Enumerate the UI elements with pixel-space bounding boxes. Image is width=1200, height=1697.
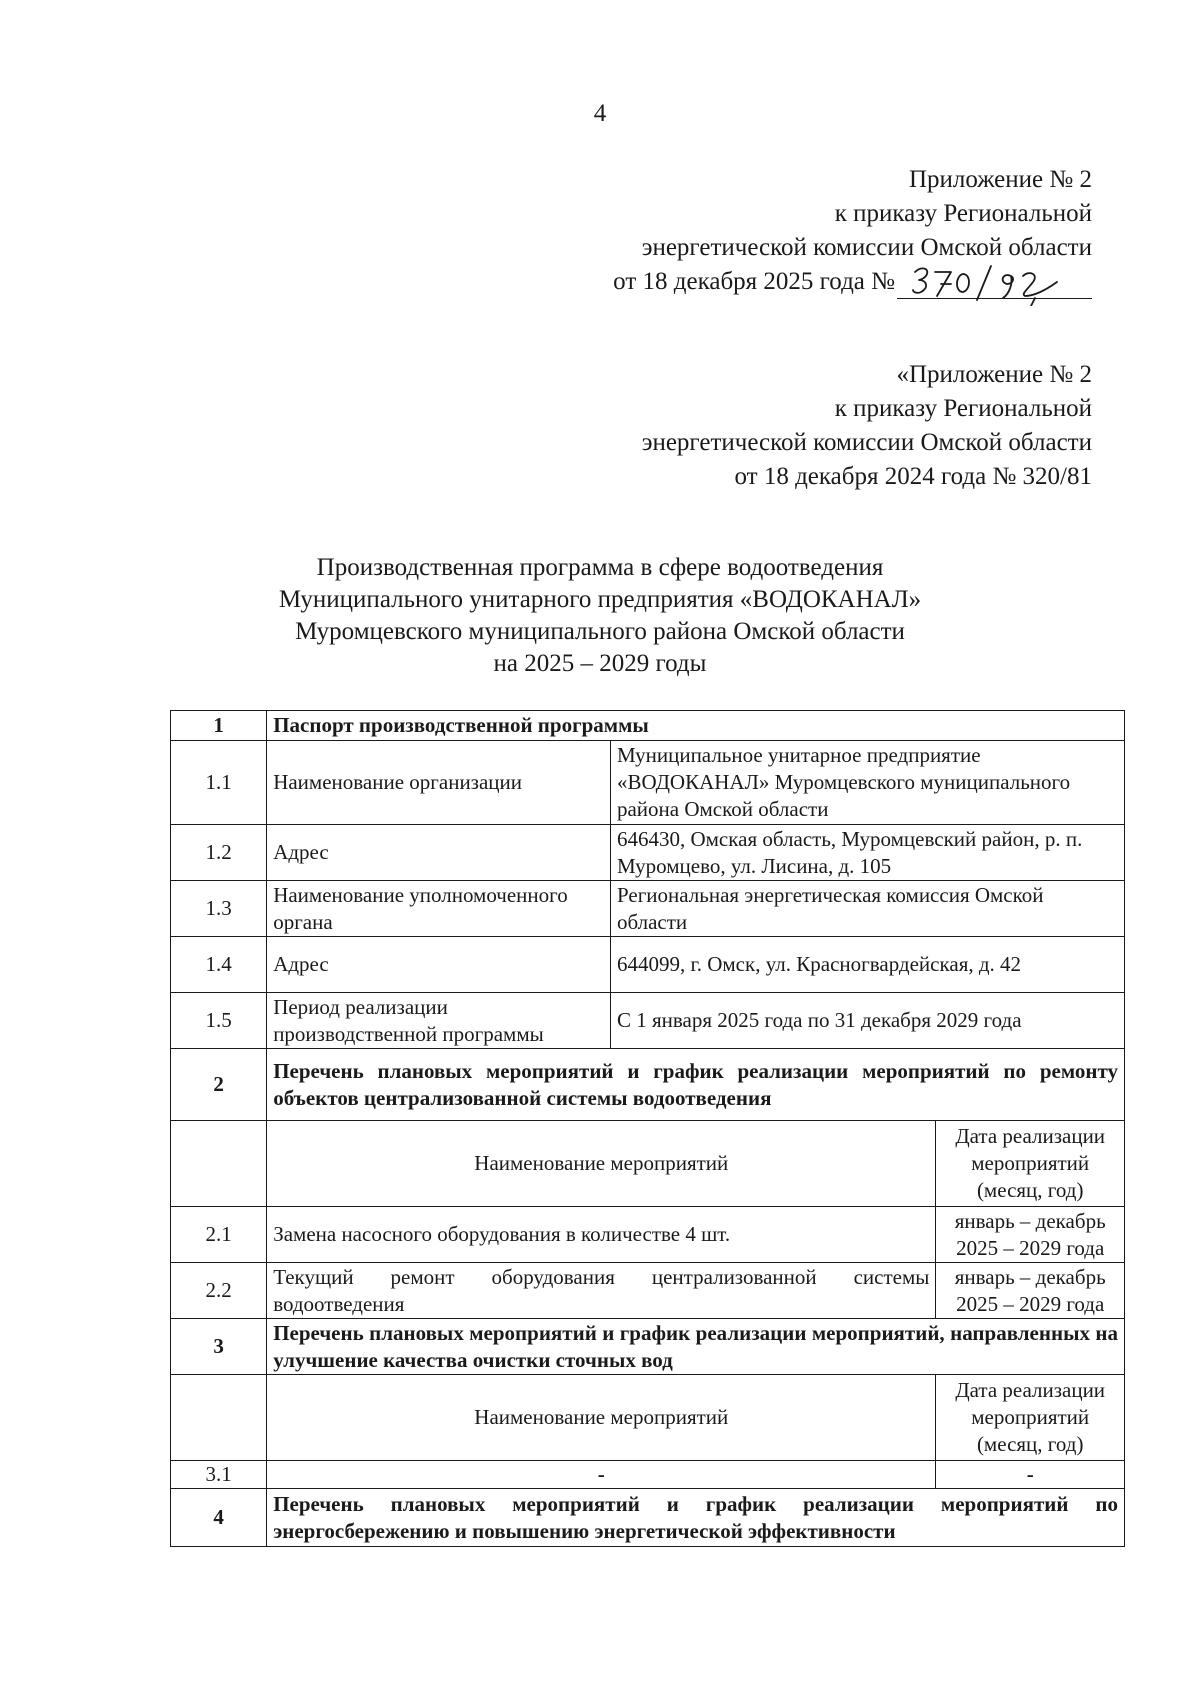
table-row (171, 825, 1125, 881)
stamp-line: энергетической комиссии Омской области (641, 429, 1092, 456)
handwriting-icon (907, 260, 1077, 306)
row-label: Наименование уполномоченного органа (267, 881, 611, 937)
row-label: Наименование организации (267, 741, 611, 825)
title-line: Муниципального унитарного предприятия «ВОДОКАНАЛ» (278, 586, 922, 613)
row-value: 646430, Омская область, Муромцевский район, р. п. Муромцево, ул. Лисина, д. 105 (610, 825, 1124, 881)
column-header-name: Наименование мероприятий (267, 1375, 936, 1461)
row-number: 3.1 (171, 1461, 267, 1489)
stamp-line: от 18 декабря 2024 года № 320/81 (734, 463, 1092, 490)
row-number: 1.3 (171, 881, 267, 937)
table-header-row (171, 1121, 1125, 1207)
table-row (171, 1263, 1125, 1319)
stamp-line: «Приложение № 2 (896, 361, 1092, 388)
table-row (171, 1461, 1125, 1489)
column-header-date: Дата реализации мероприятий (месяц, год) (936, 1375, 1125, 1461)
section-row (171, 1049, 1125, 1121)
section-number: 1 (171, 711, 267, 741)
row-label: Адрес (267, 937, 611, 993)
section-title: Перечень плановых мероприятий и график реализации мероприятий по энергосбережению и повышению энергетической эффективности (267, 1489, 1125, 1547)
activity-date: январь – декабрь 2025 – 2029 года (936, 1263, 1125, 1319)
row-number: 2.2 (171, 1263, 267, 1319)
section-number: 3 (171, 1319, 267, 1375)
row-value: Муниципальное унитарное предприятие «ВОДОКАНАЛ» Муромцевского муниципального района Омской области (610, 741, 1124, 825)
activity-name: - (267, 1461, 936, 1489)
activity-date: - (936, 1461, 1125, 1489)
title-line: Муромцевского муниципального района Омской области (295, 618, 905, 645)
table-row (171, 1207, 1125, 1263)
row-label: Период реализации производственной программы (267, 993, 611, 1049)
title-line: Производственная программа в сфере водоотведения (316, 554, 884, 581)
row-value: Региональная энергетическая комиссия Омской области (610, 881, 1124, 937)
row-number (171, 1375, 267, 1461)
section-row (171, 711, 1125, 741)
row-number: 1.5 (171, 993, 267, 1049)
table-header-row (171, 1375, 1125, 1461)
column-header-name: Наименование мероприятий (267, 1121, 936, 1207)
stamp-line: к приказу Региональной (834, 395, 1092, 422)
stamp-line: Приложение № 2 (908, 166, 1092, 193)
title-line: на 2025 – 2029 годы (493, 650, 707, 677)
row-number: 1.2 (171, 825, 267, 881)
section-number: 4 (171, 1489, 267, 1547)
page-number: 4 (593, 100, 607, 127)
table-row (171, 881, 1125, 937)
table-row (171, 937, 1125, 993)
table-row (171, 741, 1125, 825)
section-title: Перечень плановых мероприятий и график реализации мероприятий, направленных на улучшение качества очистки сточных вод (267, 1319, 1125, 1375)
table-row (171, 993, 1125, 1049)
stamp-line: энергетической комиссии Омской области (641, 234, 1092, 261)
order-date-text: от 18 декабря 2025 года № (613, 268, 895, 295)
activity-name: Текущий ремонт оборудования централизованной системы водоотведения (267, 1263, 936, 1319)
order-date-line (613, 265, 1092, 299)
section-row (171, 1319, 1125, 1375)
document-title (0, 552, 1200, 680)
section-number: 2 (171, 1049, 267, 1121)
row-value: С 1 января 2025 года по 31 декабря 2029 года (610, 993, 1124, 1049)
section-title: Паспорт производственной программы (267, 711, 1125, 741)
section-title: Перечень плановых мероприятий и график реализации мероприятий по ремонту объектов централизованной системы водоотведения (267, 1049, 1125, 1121)
production-program-table (170, 710, 1125, 1547)
activity-date: январь – декабрь 2025 – 2029 года (936, 1207, 1125, 1263)
row-number: 1.1 (171, 741, 267, 825)
row-number: 1.4 (171, 937, 267, 993)
activity-name: Замена насосного оборудования в количестве 4 шт. (267, 1207, 936, 1263)
row-value: 644099, г. Омск, ул. Красногвардейская, д. 42 (610, 937, 1124, 993)
appendix-stamp-current (613, 163, 1092, 299)
row-label: Адрес (267, 825, 611, 881)
row-number (171, 1121, 267, 1207)
column-header-date: Дата реализации мероприятий (месяц, год) (936, 1121, 1125, 1207)
handwritten-order-number (897, 268, 1092, 299)
section-row (171, 1489, 1125, 1547)
row-number: 2.1 (171, 1207, 267, 1263)
appendix-stamp-previous (642, 358, 1092, 494)
stamp-line: к приказу Региональной (834, 200, 1092, 227)
